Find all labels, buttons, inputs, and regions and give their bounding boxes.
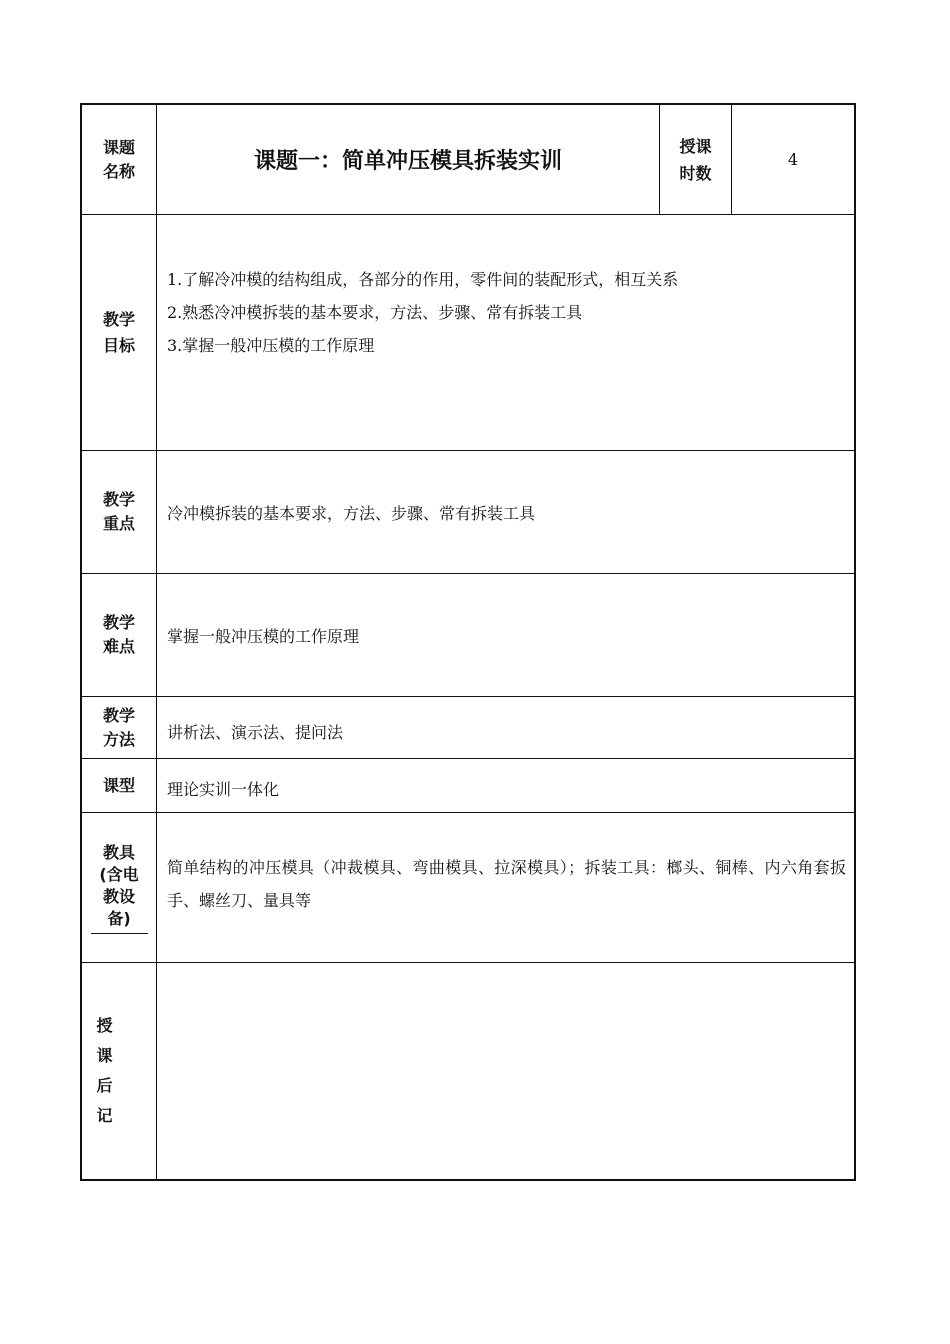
key-points-row bbox=[82, 451, 854, 574]
lesson-type-text: 理论实训一体化 bbox=[167, 780, 280, 799]
methods-row bbox=[82, 697, 854, 759]
reflection-label-wrap bbox=[82, 963, 127, 1179]
objectives-label: 教学 目标 bbox=[82, 215, 157, 450]
difficulties-row bbox=[82, 574, 854, 697]
topic-label: 课题 名称 bbox=[82, 105, 157, 214]
difficulties-label: 教学 难点 bbox=[82, 574, 157, 696]
lesson-type-row bbox=[82, 759, 854, 813]
equipment-label: 教具 (含电 教设 备) bbox=[82, 813, 157, 962]
hours-label: 授课 时数 bbox=[660, 105, 732, 214]
lesson-type-label: 课型 bbox=[82, 759, 157, 812]
objective-item: 2.熟悉冷冲模拆装的基本要求，方法、步骤、常有拆装工具 bbox=[167, 303, 583, 322]
objectives-row bbox=[82, 215, 854, 451]
objective-item: 1.了解冷冲模的结构组成，各部分的作用，零件间的装配形式，相互关系 bbox=[167, 270, 679, 289]
difficulties-text: 掌握一般冲压模的工作原理 bbox=[167, 626, 360, 646]
methods-label: 教学 方法 bbox=[82, 697, 157, 758]
objectives-list bbox=[167, 263, 848, 362]
reflection-label: 授 课 后 记 bbox=[96, 1016, 113, 1125]
reflection-text bbox=[157, 963, 854, 1179]
equipment-row bbox=[82, 813, 854, 963]
lesson-plan-table bbox=[80, 103, 856, 1181]
key-points-text: 冷冲模拆装的基本要求，方法、步骤、常有拆装工具 bbox=[167, 503, 536, 523]
topic-title: 课题一：简单冲压模具拆装实训 bbox=[157, 105, 660, 214]
methods-text: 讲析法、演示法、提问法 bbox=[167, 723, 344, 742]
equipment-label-underline bbox=[91, 933, 148, 934]
key-points-label: 教学 重点 bbox=[82, 451, 157, 573]
hours-value: 4 bbox=[787, 150, 799, 169]
reflection-label-cell bbox=[82, 963, 157, 1179]
topic-row bbox=[82, 105, 854, 215]
reflection-row bbox=[82, 963, 854, 1179]
equipment-text: 简单结构的冲压模具（冲裁模具、弯曲模具、拉深模具）；拆装工具：榔头、铜棒、内六角套扳手、螺丝刀、量具等 bbox=[167, 858, 846, 910]
objective-item: 3.掌握一般冲压模的工作原理 bbox=[167, 336, 375, 355]
